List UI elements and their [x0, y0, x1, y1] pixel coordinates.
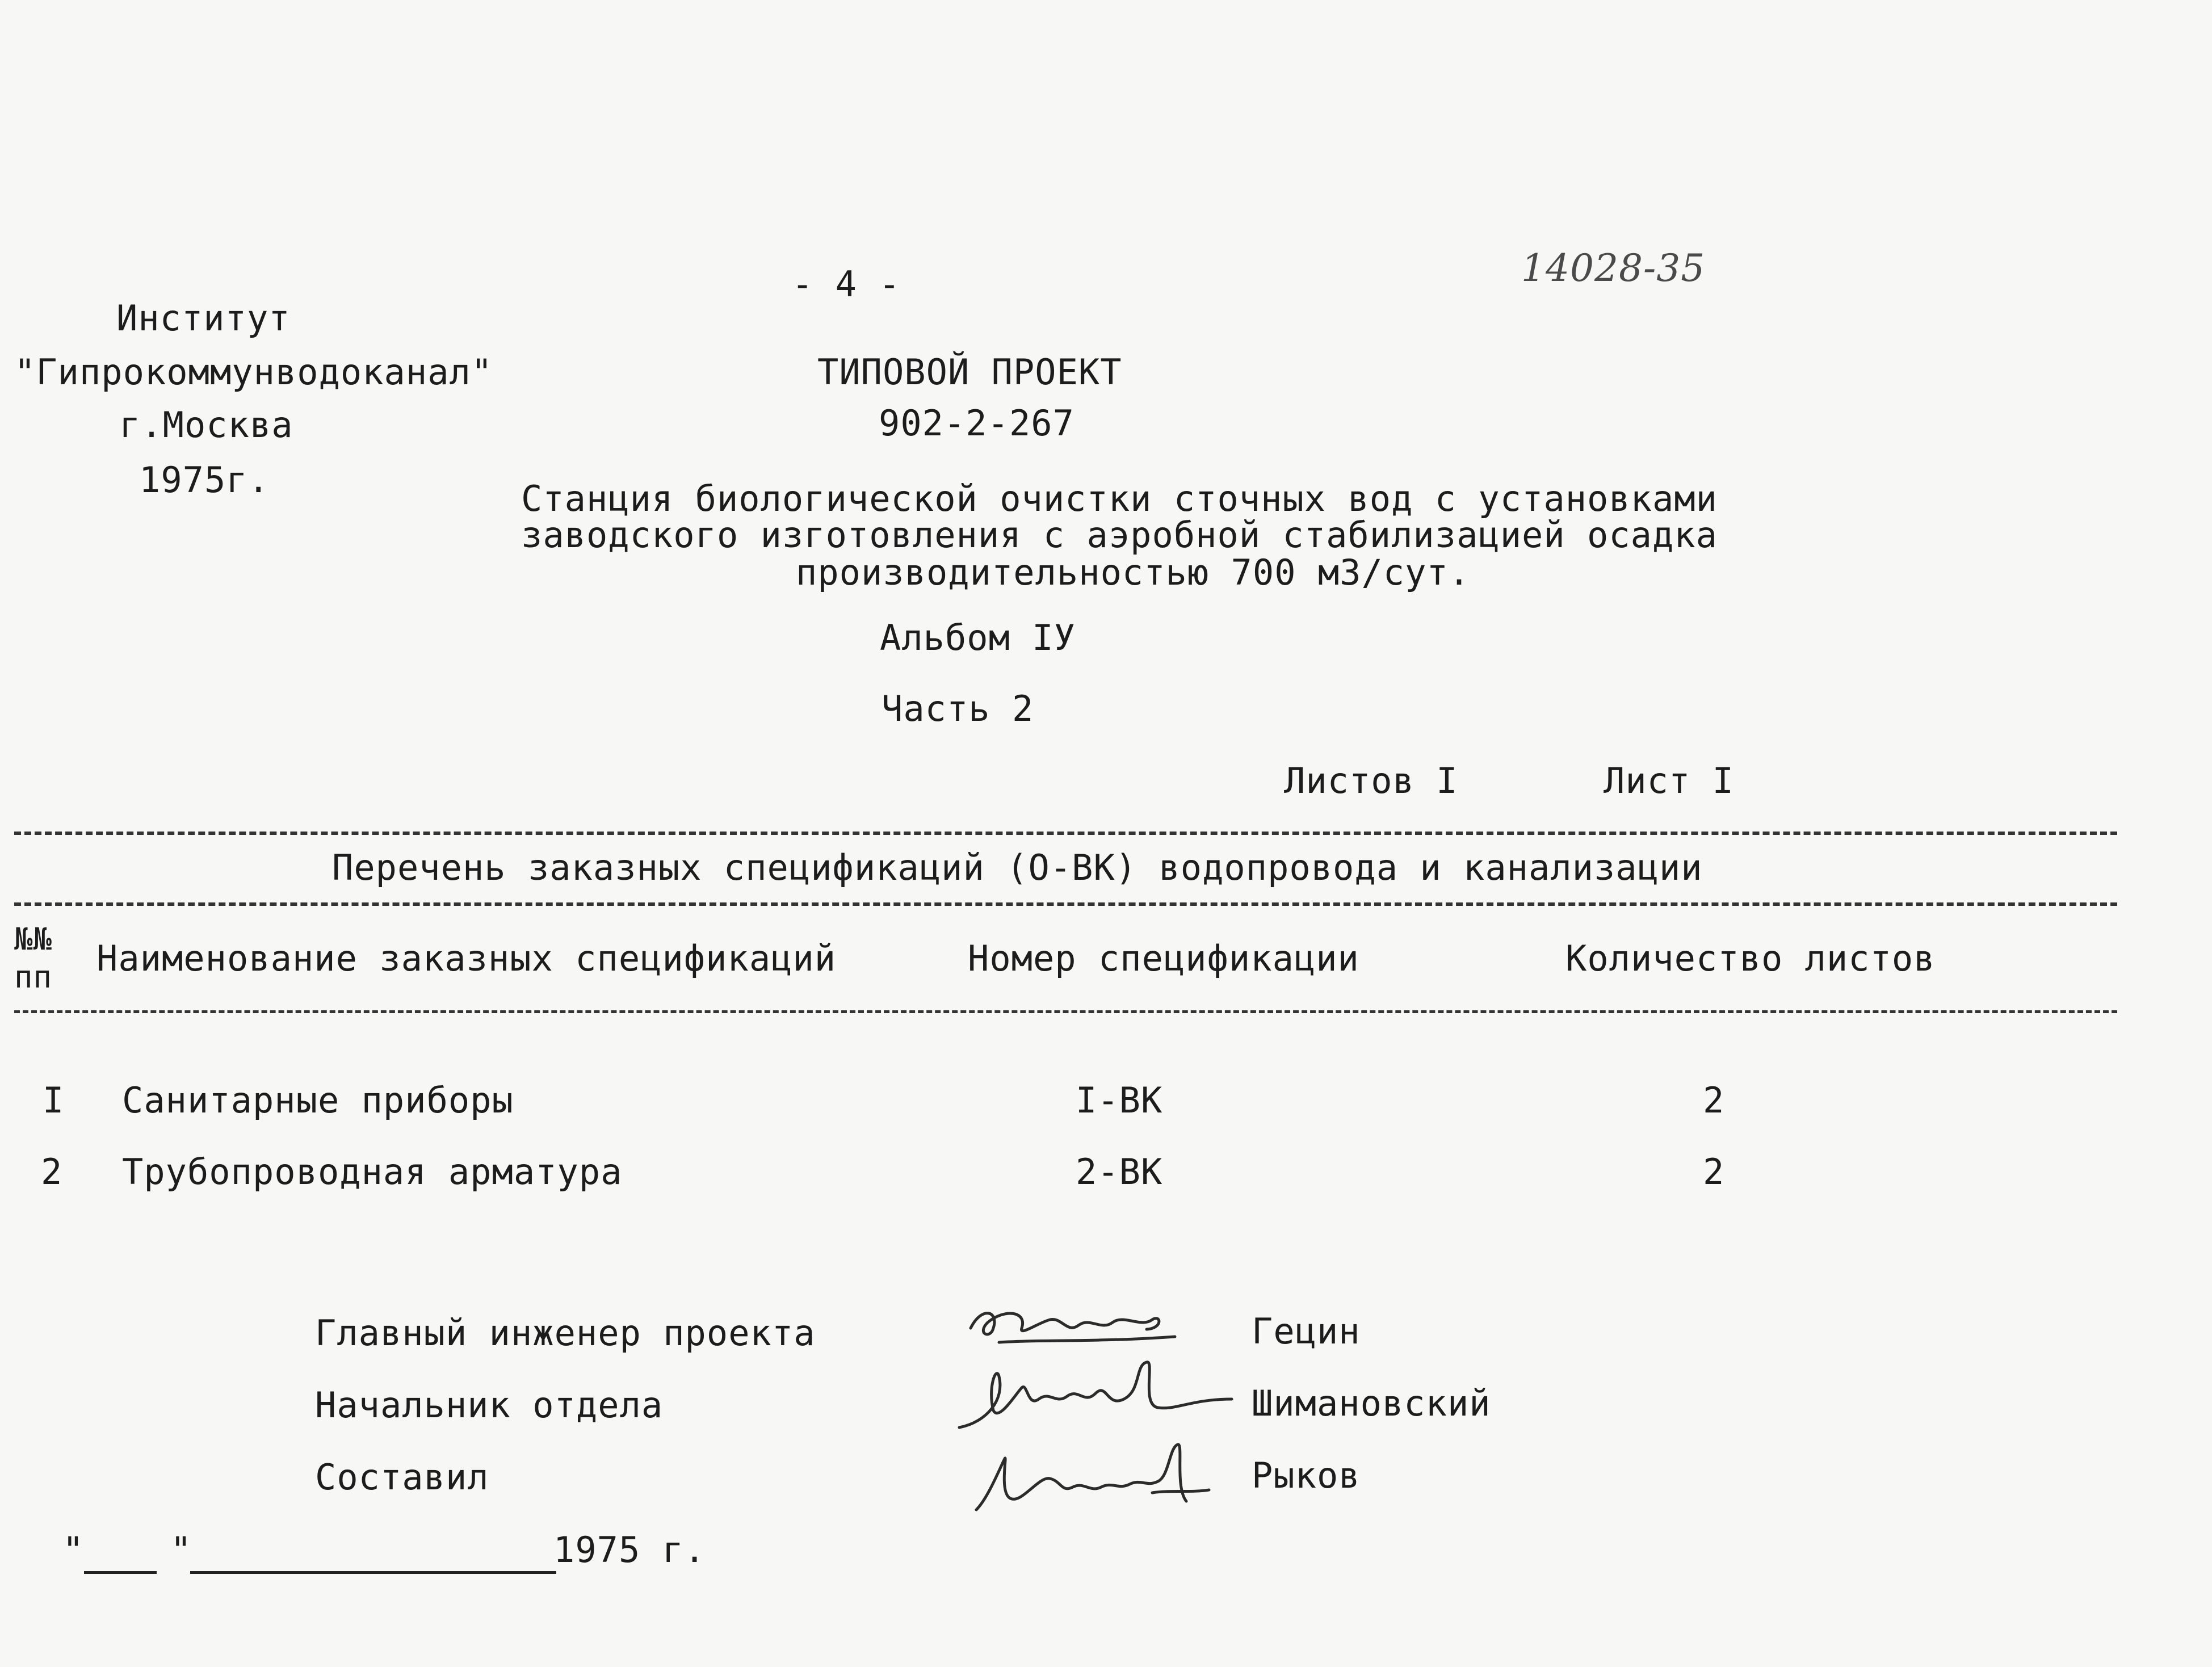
- row-name: Трубопроводная арматура: [122, 1151, 623, 1192]
- signature-role-chief-engineer: Главный инженер проекта: [315, 1312, 816, 1354]
- sheet-number: Лист I: [1604, 760, 1734, 801]
- row-number: I: [43, 1080, 65, 1121]
- row-spec: 2-ВК: [1076, 1151, 1163, 1192]
- table-title: Перечень заказных спецификаций (О-ВК) водопровода и канализации: [332, 847, 1703, 888]
- col-header-num-line2: пп: [14, 959, 53, 995]
- institute-name: "Гипрокоммунводоканал": [14, 351, 493, 393]
- row-spec: I-ВК: [1076, 1080, 1163, 1121]
- col-header-spec: Номер спецификации: [968, 938, 1359, 979]
- col-header-count: Количество листов: [1565, 938, 1936, 979]
- row-count: 2: [1703, 1151, 1725, 1192]
- table-top-rule: [14, 832, 2117, 835]
- institute-city: г.Москва: [119, 404, 293, 446]
- date-day-line: [84, 1571, 157, 1574]
- table-header-rule: [14, 1010, 2117, 1013]
- date-month-line: [190, 1571, 556, 1574]
- institute-label: Институт: [116, 297, 291, 339]
- signature-scribble-3: [965, 1436, 1226, 1527]
- signature-role-department-head: Начальник отдела: [315, 1384, 664, 1426]
- row-name: Санитарные приборы: [122, 1080, 514, 1121]
- signature-name-chief-engineer: Гецин: [1252, 1311, 1361, 1352]
- project-title-line-2: заводского изготовления с аэробной стабилизацией осадка: [521, 514, 1718, 556]
- project-number: 902-2-267: [879, 402, 1074, 444]
- row-count: 2: [1703, 1080, 1725, 1121]
- signature-scribble-2: [954, 1354, 1237, 1439]
- row-number: 2: [41, 1151, 63, 1192]
- sheets-total: Листов I: [1284, 760, 1458, 801]
- project-title-line-1: Станция биологической очистки сточных вод с установками: [521, 478, 1718, 519]
- institute-year: 1975г.: [139, 459, 270, 501]
- signature-name-compiler: Рыков: [1252, 1455, 1361, 1496]
- signature-name-department-head: Шимановский: [1252, 1383, 1491, 1424]
- signature-scribble-1: [959, 1288, 1186, 1357]
- date-year: 1975 г.: [553, 1529, 706, 1571]
- part-label: Часть 2: [882, 688, 1034, 729]
- date-quote-open: ": [62, 1529, 85, 1571]
- date-quote-close: ": [170, 1529, 192, 1571]
- project-type: ТИПОВОЙ ПРОЕКТ: [817, 351, 1122, 393]
- album-label: Альбом IУ: [880, 617, 1076, 658]
- archive-number: 14028-35: [1521, 246, 1706, 290]
- page-number: - 4 -: [792, 263, 901, 305]
- signature-role-compiler: Составил: [315, 1456, 489, 1498]
- table-title-rule: [14, 902, 2117, 906]
- col-header-num-line1: №№: [14, 921, 53, 957]
- col-header-name: Наименование заказных спецификаций: [96, 938, 837, 979]
- project-title-line-3: производительностью 700 м3/сут.: [796, 552, 1471, 593]
